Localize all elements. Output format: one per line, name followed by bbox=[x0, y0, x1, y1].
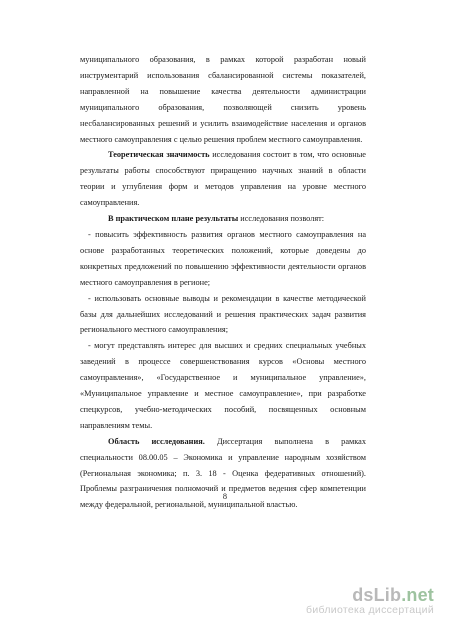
list-item-efficiency: - повысить эффективность развития органов местного самоуправления на основе разработанных теоретических положений, которые доведены до конкретных предложений по повышению эффективности деятельности органов местного самоуправления в регионе; bbox=[80, 229, 366, 287]
heading-research-area: Область исследования. bbox=[108, 436, 205, 446]
list-item-methodical-base: - использовать основные выводы и рекомендации в качестве методической базы для дальнейших исследований и решения практических задач развития регионального местного самоуправления; bbox=[80, 293, 366, 335]
list-item-education-interest: - могут представлять интерес для высших и средних специальных учебных заведений в процессе совершенствования курсов «Основы местного самоуправления», «Государственное и муниципальное управление», «Муниципальное управление и местное самоуправление», при разработке спецкурсов, учебно-методических пособий, посвященных основным направлениям темы. bbox=[80, 341, 366, 430]
paragraph-theoretical-significance: Теоретическая значимость исследования состоит в том, что основные результаты работы способствуют приращению научных знаний в области теории и углубления форм и методов управления на уровне местного самоуправления. bbox=[80, 150, 366, 208]
paragraph-practical-results: В практическом плане результаты исследования позволят: bbox=[108, 214, 325, 224]
paragraph-intro-continuation: муниципального образования, в рамках которой разработан новый инструментарий использования сбалансированной системы показателей, направленной на повышение качества деятельности администрации муниципального образования, позволяющей снизить уровень несбалансированных решений и усилить взаимодействие населения и органов местного самоуправления с целью решения проблем местного самоуправления. bbox=[80, 55, 366, 144]
heading-practical-results: В практическом плане результаты bbox=[108, 214, 239, 224]
dslib-logo: dsLib.net bbox=[352, 585, 434, 605]
heading-theoretical-significance: Теоретическая значимость bbox=[108, 150, 210, 160]
dslib-watermark[interactable] bbox=[306, 586, 434, 617]
page-number: 8 bbox=[222, 492, 228, 501]
paragraph-research-area: Область исследования. Диссертация выполнена в рамках специальности 08.00.05 – Экономика и управление народным хозяйством (Региональная экономика; п. 3. 18 - Оценка федеративных отношений). Проблемы разграничения полномочий и предметов ведения сфер компетенции между федеральной, региональной, муниципальной властью. bbox=[80, 436, 366, 510]
body-text bbox=[80, 52, 366, 513]
dslib-subtitle: библиотека диссертаций bbox=[306, 604, 434, 616]
